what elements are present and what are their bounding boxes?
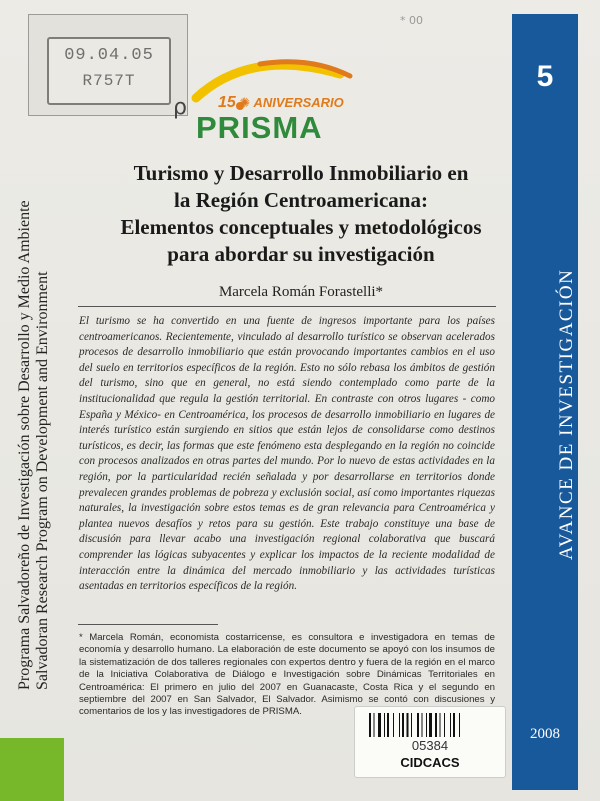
document-title <box>96 160 506 268</box>
stamp-date: 09.04.05 <box>64 46 154 65</box>
stamp-code: R757T <box>82 72 136 90</box>
side-text-spanish: Programa Salvadoreño de Investigación sobre Desarrollo y Medio Ambiente <box>16 200 33 690</box>
stamp-box <box>47 37 171 105</box>
series-title: AVANCE DE INVESTIGACIÓN <box>556 268 577 560</box>
anniversary-number: 15 <box>218 94 236 111</box>
library-stamp <box>28 14 188 120</box>
barcode-label <box>354 706 506 778</box>
series-number: 5 <box>536 60 554 93</box>
footnote: * Marcela Román, economista costarricense, es consultora e investigadora en temas de economía y desarrollo humano. La elaboración de este documento se apoyó con los insumos de la sistematización de dos talleres regionales con expertos dentro y fuera de la región en el marco de la Iniciativa Colaborativa de Diálogo e Investigación sobre Dinámicas Territoriales en Centroamérica: El primero en julio del 2007 en Guanacaste, Costa Rica y el segundo en septiembre del 2007 en San Salvador, El Salvador. Asimismo se contó con discusiones y comentarios de los y las investigadores de PRISMA. <box>79 632 495 718</box>
abstract: El turismo se ha convertido en una fuente de ingresos importante para los países centroamericanos. Recientemente, vinculado al desarrollo turístico se observan acelerados procesos de desarrollo inmobiliario que están provocando importantes cambios en el uso del suelo en territorios específicos de la región. Esto no sólo rebasa los ámbitos de gestión del turismo, sino que en general, no está siendo contemplado como parte de la institucionalidad que regula la gestión territorial. En contraste con otros lugares - como España y México- en Centroamérica, los procesos de desarrollo inmobiliario en lugares de interés turístico están surgiendo en sitios que están lejos de consolidarse como destinos turísticos, es decir, las formas que este fenómeno esta desplegando en la región no coincide con procesos analizados en otras partes del mundo. Por lo nuevo de estas actividades en la región, por la particularidad recién señalada y por desarrollarse en territorios donde prevalecen grandes problemas de pobreza y exclusión social, así como importantes riquezas naturales, la investigación sobre estos temas es de gran relevancia para Centroamérica y plantea nuevos desafíos y retos para su gestión. Este trabajo constituye una base de discusión para llevar acabo una investigación regional colaborativa que buscará comprender las lógicas subyacentes y explicar los impactos de la reciente modalidad de interacción entre la dinámica del mercado inmobiliario y las actividades turísticas asentadas en territorios específicos de la región. <box>79 315 495 593</box>
barcode-library: CIDCACS <box>400 755 460 770</box>
side-program-text <box>6 150 74 690</box>
series-band <box>512 14 578 790</box>
pencil-note: * 00 <box>400 14 423 27</box>
title-line: Turismo y Desarrollo Inmobiliario en <box>133 161 469 185</box>
barcode-number: 05384 <box>411 738 449 753</box>
divider <box>78 306 496 307</box>
green-corner-tab <box>0 738 64 801</box>
title-line: Elementos conceptuales y metodológicos <box>120 215 482 239</box>
footnote-divider <box>78 624 218 625</box>
brand-name: PRISMA <box>196 110 323 145</box>
prisma-logo <box>190 54 370 146</box>
author: Marcela Román Forastelli* <box>218 284 384 300</box>
title-line: la Región Centroamericana: <box>174 188 428 212</box>
stamp-scribble: ρ <box>173 95 187 120</box>
title-line: para abordar su investigación <box>167 242 435 266</box>
side-text-english: Salvadoran Research Program on Development and Environment <box>34 271 51 690</box>
sun-icon: ✺ <box>239 95 251 110</box>
series-year: 2008 <box>530 726 560 742</box>
barcode-icon <box>369 713 491 737</box>
anniversary-text: ANIVERSARIO <box>253 95 344 110</box>
